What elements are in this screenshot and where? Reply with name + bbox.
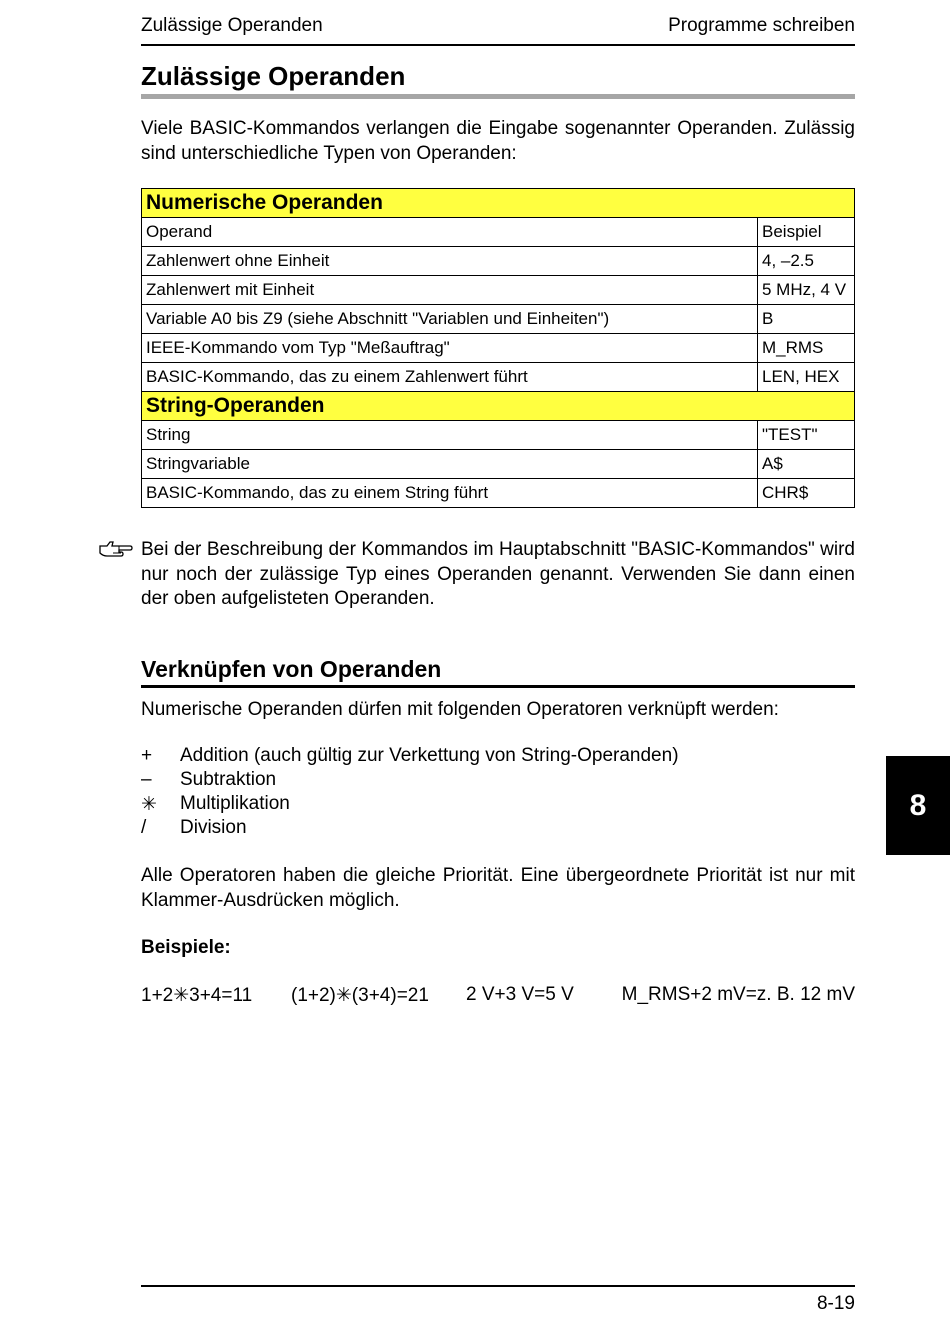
example-expression: 2 V+3 V=5 V bbox=[466, 984, 574, 1005]
operator-symbol: / bbox=[141, 817, 147, 838]
pointing-hand-icon bbox=[99, 538, 133, 560]
section-title: Verknüpfen von Operanden bbox=[141, 654, 855, 688]
example-expression: 1+2✳3+4=11 bbox=[141, 985, 253, 1006]
example-cell: CHR$ bbox=[758, 479, 855, 508]
operator-symbol: + bbox=[141, 745, 153, 766]
table-row bbox=[142, 276, 855, 305]
examples-line bbox=[141, 984, 855, 1008]
numeric-heading: Numerische Operanden bbox=[142, 189, 855, 218]
col-example-header: Beispiel bbox=[758, 218, 855, 247]
page-number: 8-19 bbox=[816, 1293, 855, 1314]
operator-text: Subtraktion bbox=[180, 769, 277, 790]
table-row bbox=[142, 247, 855, 276]
col-operand-header: Operand bbox=[142, 218, 758, 247]
operand-cell: IEEE-Kommando vom Typ "Meßauftrag" bbox=[142, 334, 758, 363]
example-cell: "TEST" bbox=[758, 421, 855, 450]
operator-text: Division bbox=[180, 817, 247, 838]
operator-text: Addition (auch gültig zur Verkettung von String-Operanden) bbox=[180, 745, 679, 766]
table-row bbox=[142, 421, 855, 450]
page-title: Zulässige Operanden bbox=[141, 58, 855, 99]
operand-cell: Zahlenwert ohne Einheit bbox=[142, 247, 758, 276]
example-cell: M_RMS bbox=[758, 334, 855, 363]
running-header bbox=[141, 14, 855, 46]
header-right: Programme schreiben bbox=[668, 15, 855, 36]
chapter-tab: 8 bbox=[886, 756, 950, 855]
table-row bbox=[142, 363, 855, 392]
operand-cell: Variable A0 bis Z9 (siehe Abschnitt "Variablen und Einheiten") bbox=[142, 305, 758, 334]
table-row bbox=[142, 450, 855, 479]
operator-text: Multiplikation bbox=[180, 793, 290, 814]
table-row bbox=[142, 479, 855, 508]
operator-symbol: – bbox=[141, 769, 152, 790]
example-cell: LEN, HEX bbox=[758, 363, 855, 392]
footer-rule bbox=[141, 1285, 855, 1287]
string-heading: String-Operanden bbox=[142, 392, 855, 421]
table-row bbox=[142, 305, 855, 334]
table-header-row bbox=[142, 218, 855, 247]
examples-label: Beispiele: bbox=[141, 937, 231, 958]
example-cell: B bbox=[758, 305, 855, 334]
priority-paragraph: Alle Operatoren haben die gleiche Priorität. Eine übergeordnete Priorität ist nur mit Klammer-Ausdrücken möglich. bbox=[141, 865, 855, 911]
operand-cell: String bbox=[142, 421, 758, 450]
operand-cell: Zahlenwert mit Einheit bbox=[142, 276, 758, 305]
example-expression: (1+2)✳(3+4)=21 bbox=[291, 985, 429, 1006]
operator-symbol: ✳ bbox=[141, 794, 157, 815]
operand-cell: BASIC-Kommando, das zu einem Zahlenwert führt bbox=[142, 363, 758, 392]
operand-cell: Stringvariable bbox=[142, 450, 758, 479]
operand-table bbox=[141, 188, 855, 508]
intro-paragraph: Viele BASIC-Kommandos verlangen die Eingabe sogenannter Operanden. Zulässig sind unterschiedliche Typen von Operanden: bbox=[141, 118, 855, 164]
table-section-heading bbox=[142, 392, 855, 421]
table-section-heading bbox=[142, 189, 855, 218]
example-cell: A$ bbox=[758, 450, 855, 479]
operand-cell: BASIC-Kommando, das zu einem String führt bbox=[142, 479, 758, 508]
example-cell: 5 MHz, 4 V bbox=[758, 276, 855, 305]
section-intro: Numerische Operanden dürfen mit folgenden Operatoren verknüpft werden: bbox=[141, 699, 779, 720]
example-expression: M_RMS+2 mV=z. B. 12 mV bbox=[621, 984, 855, 1005]
example-cell: 4, –2.5 bbox=[758, 247, 855, 276]
table-row bbox=[142, 334, 855, 363]
header-left: Zulässige Operanden bbox=[141, 15, 323, 36]
note-paragraph: Bei der Beschreibung der Kommandos im Hauptabschnitt "BASIC-Kommandos" wird nur noch der zulässige Typ eines Operanden genannt. Verwenden Sie dann einen der oben aufgelisteten Operanden. bbox=[141, 539, 855, 609]
